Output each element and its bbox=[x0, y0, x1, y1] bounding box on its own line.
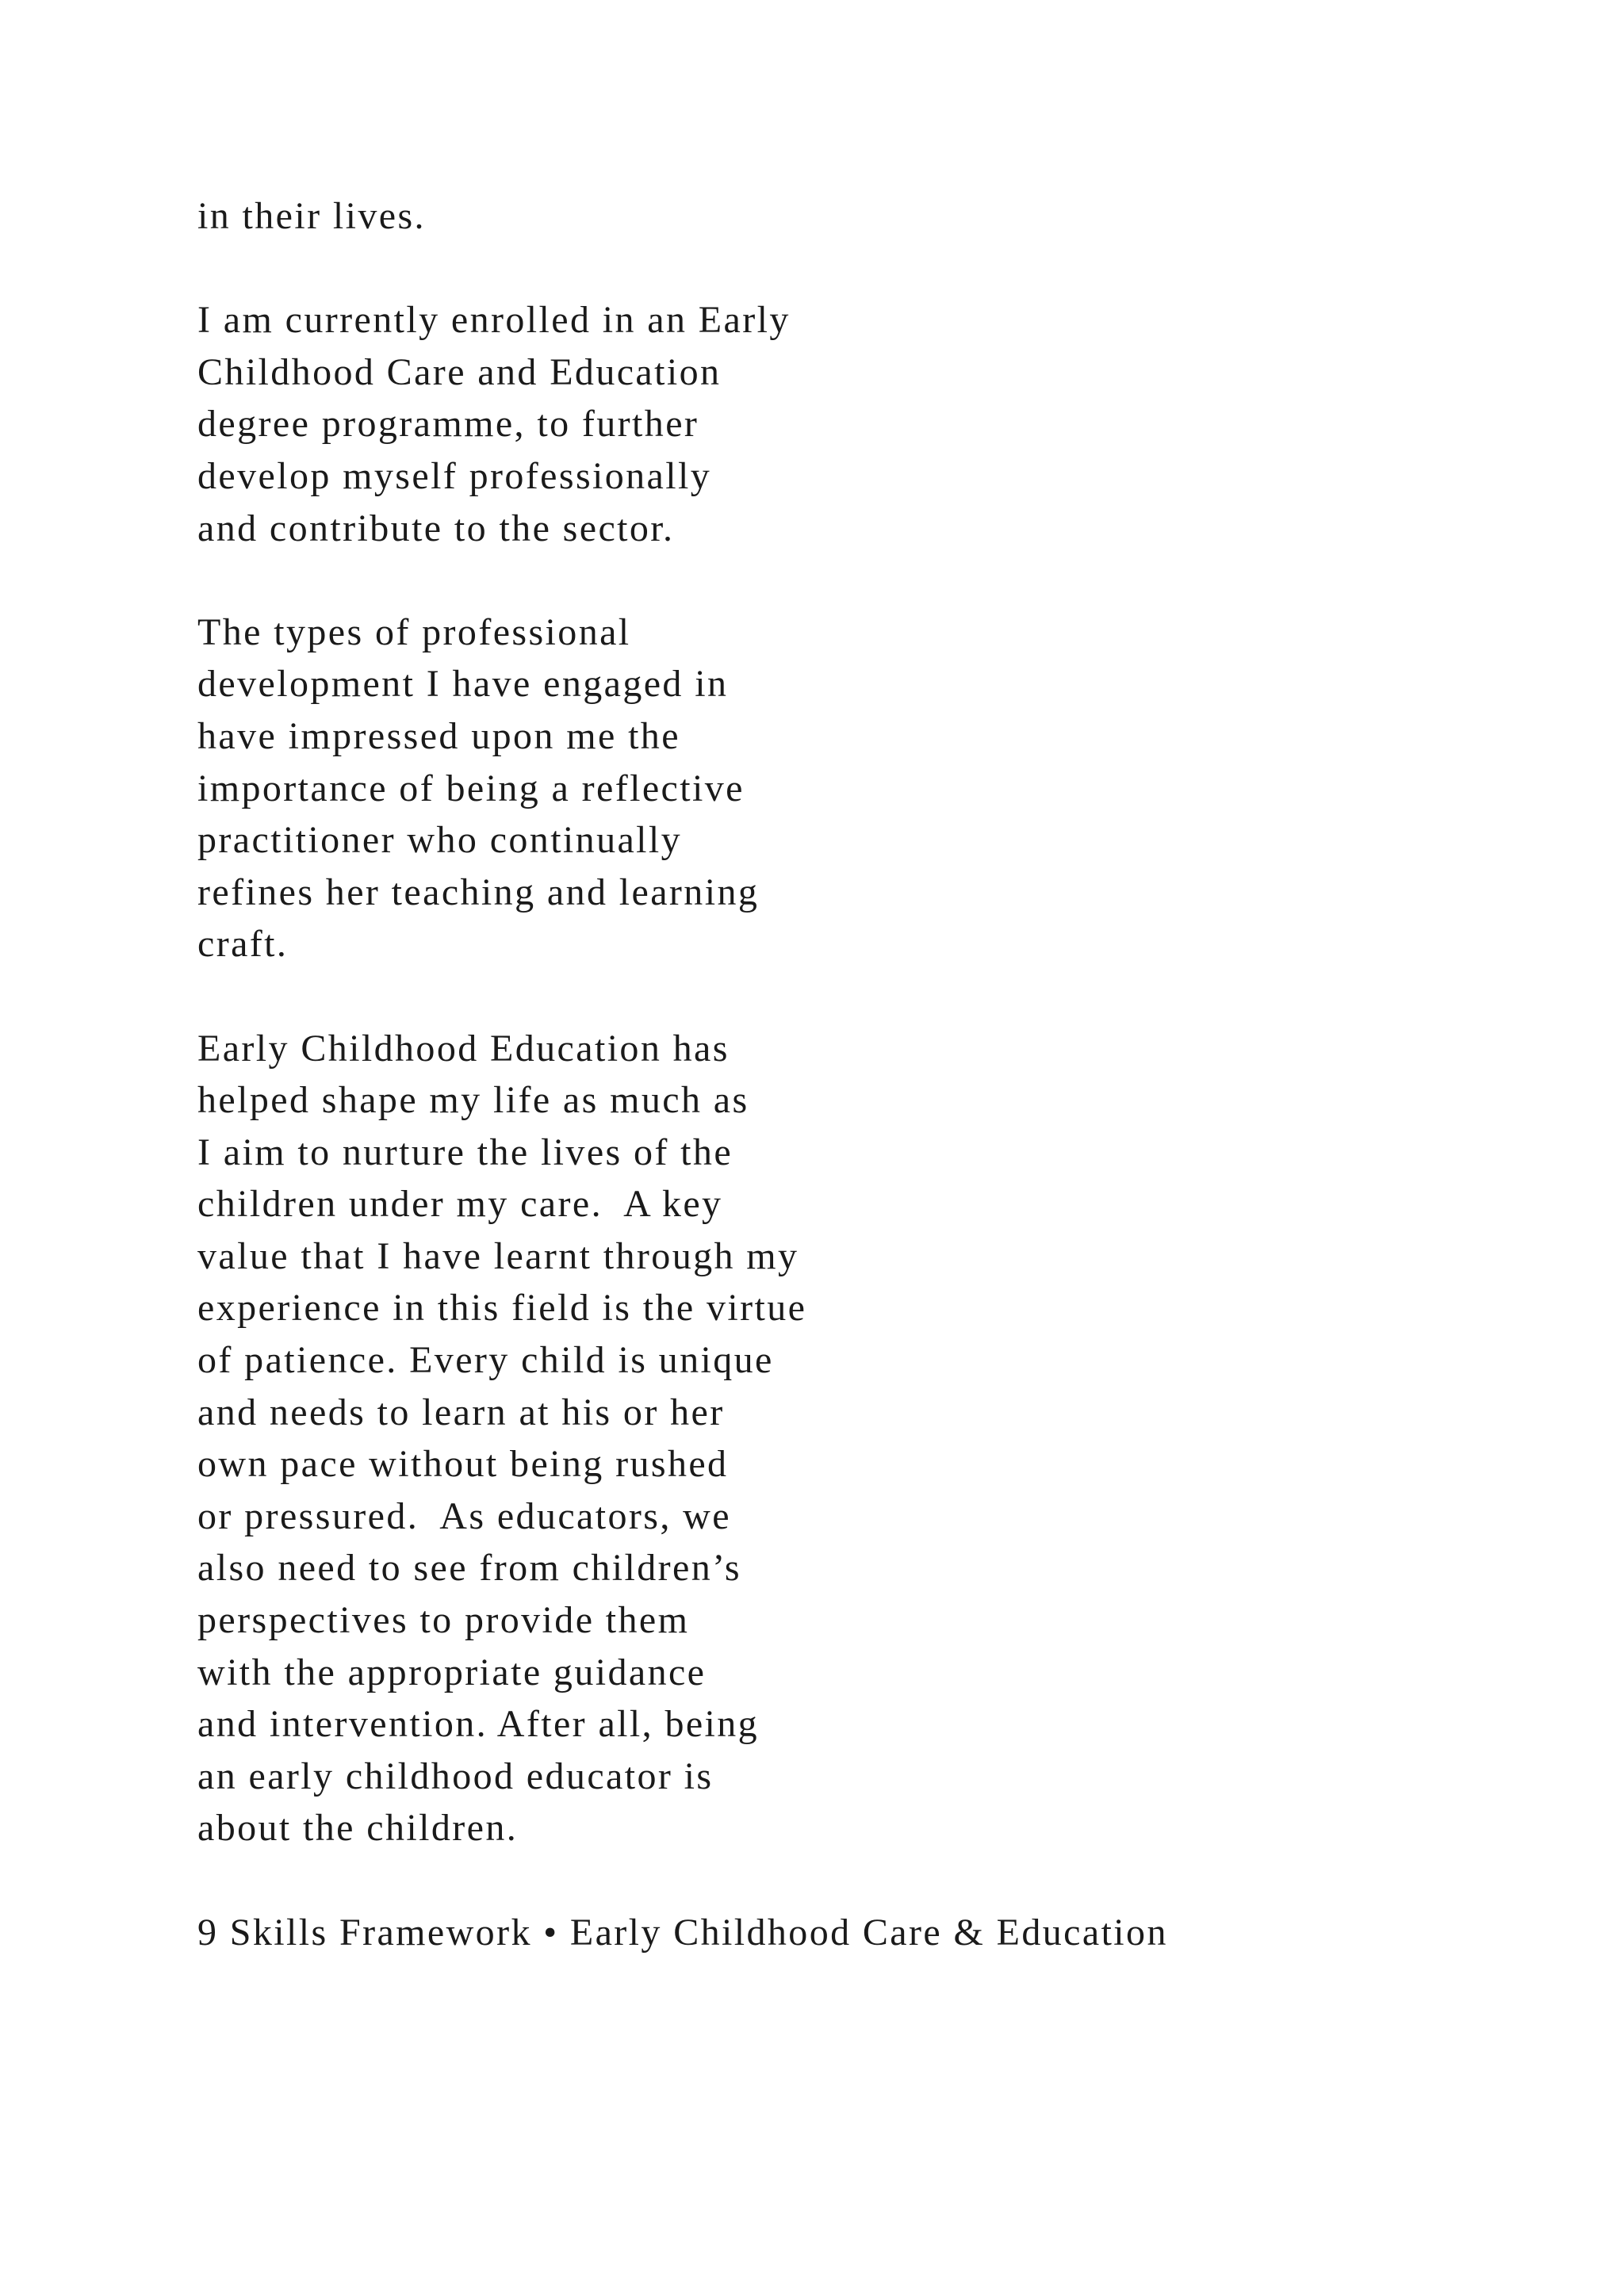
text-line: own pace without being rushed bbox=[197, 1443, 729, 1486]
text-line: value that I have learnt through my bbox=[197, 1234, 799, 1277]
text-line: Childhood Care and Education bbox=[197, 350, 722, 393]
text-line: experience in this field is the virtue bbox=[197, 1287, 807, 1330]
text-line: and needs to learn at his or her bbox=[197, 1391, 725, 1433]
text-line: I aim to nurture the lives of the bbox=[197, 1131, 733, 1173]
text-line: importance of being a reflective bbox=[197, 767, 745, 809]
paragraph-1 bbox=[197, 190, 1545, 243]
text-line: also need to see from children’s bbox=[197, 1547, 741, 1590]
text-line: and contribute to the sector. bbox=[197, 507, 675, 549]
text-line: develop myself professionally bbox=[197, 454, 712, 497]
text-line: Early Childhood Education has bbox=[197, 1027, 730, 1070]
text-line: I am currently enrolled in an Early bbox=[197, 299, 791, 342]
paragraph-4 bbox=[197, 1023, 1545, 1855]
text-line: an early childhood educator is bbox=[197, 1755, 714, 1797]
text-line: practitioner who continually bbox=[197, 819, 683, 862]
text-line: children under my care. A key bbox=[197, 1183, 723, 1226]
body-text bbox=[197, 190, 1545, 1958]
text-line: The types of professional bbox=[197, 610, 631, 653]
text-line: or pressured. As educators, we bbox=[197, 1494, 731, 1537]
text-line: refines her teaching and learning bbox=[197, 871, 760, 913]
text-line: helped shape my life as much as bbox=[197, 1079, 749, 1122]
text-line: of patience. Every child is unique bbox=[197, 1339, 774, 1382]
text-line: development I have engaged in bbox=[197, 663, 729, 706]
text-line: have impressed upon me the bbox=[197, 714, 680, 757]
text-line: craft. bbox=[197, 923, 289, 966]
text-line: and intervention. After all, being bbox=[197, 1703, 760, 1746]
paragraph-2 bbox=[197, 294, 1545, 554]
page-footer: 9 Skills Framework • Early Childhood Care & Education bbox=[197, 1911, 1168, 1954]
paragraph-3 bbox=[197, 607, 1545, 970]
text-line: perspectives to provide them bbox=[197, 1599, 690, 1642]
text-line: about the children. bbox=[197, 1807, 519, 1850]
text-line: degree programme, to further bbox=[197, 403, 699, 446]
text-line: in their lives. bbox=[197, 195, 426, 237]
text-line: with the appropriate guidance bbox=[197, 1651, 707, 1693]
